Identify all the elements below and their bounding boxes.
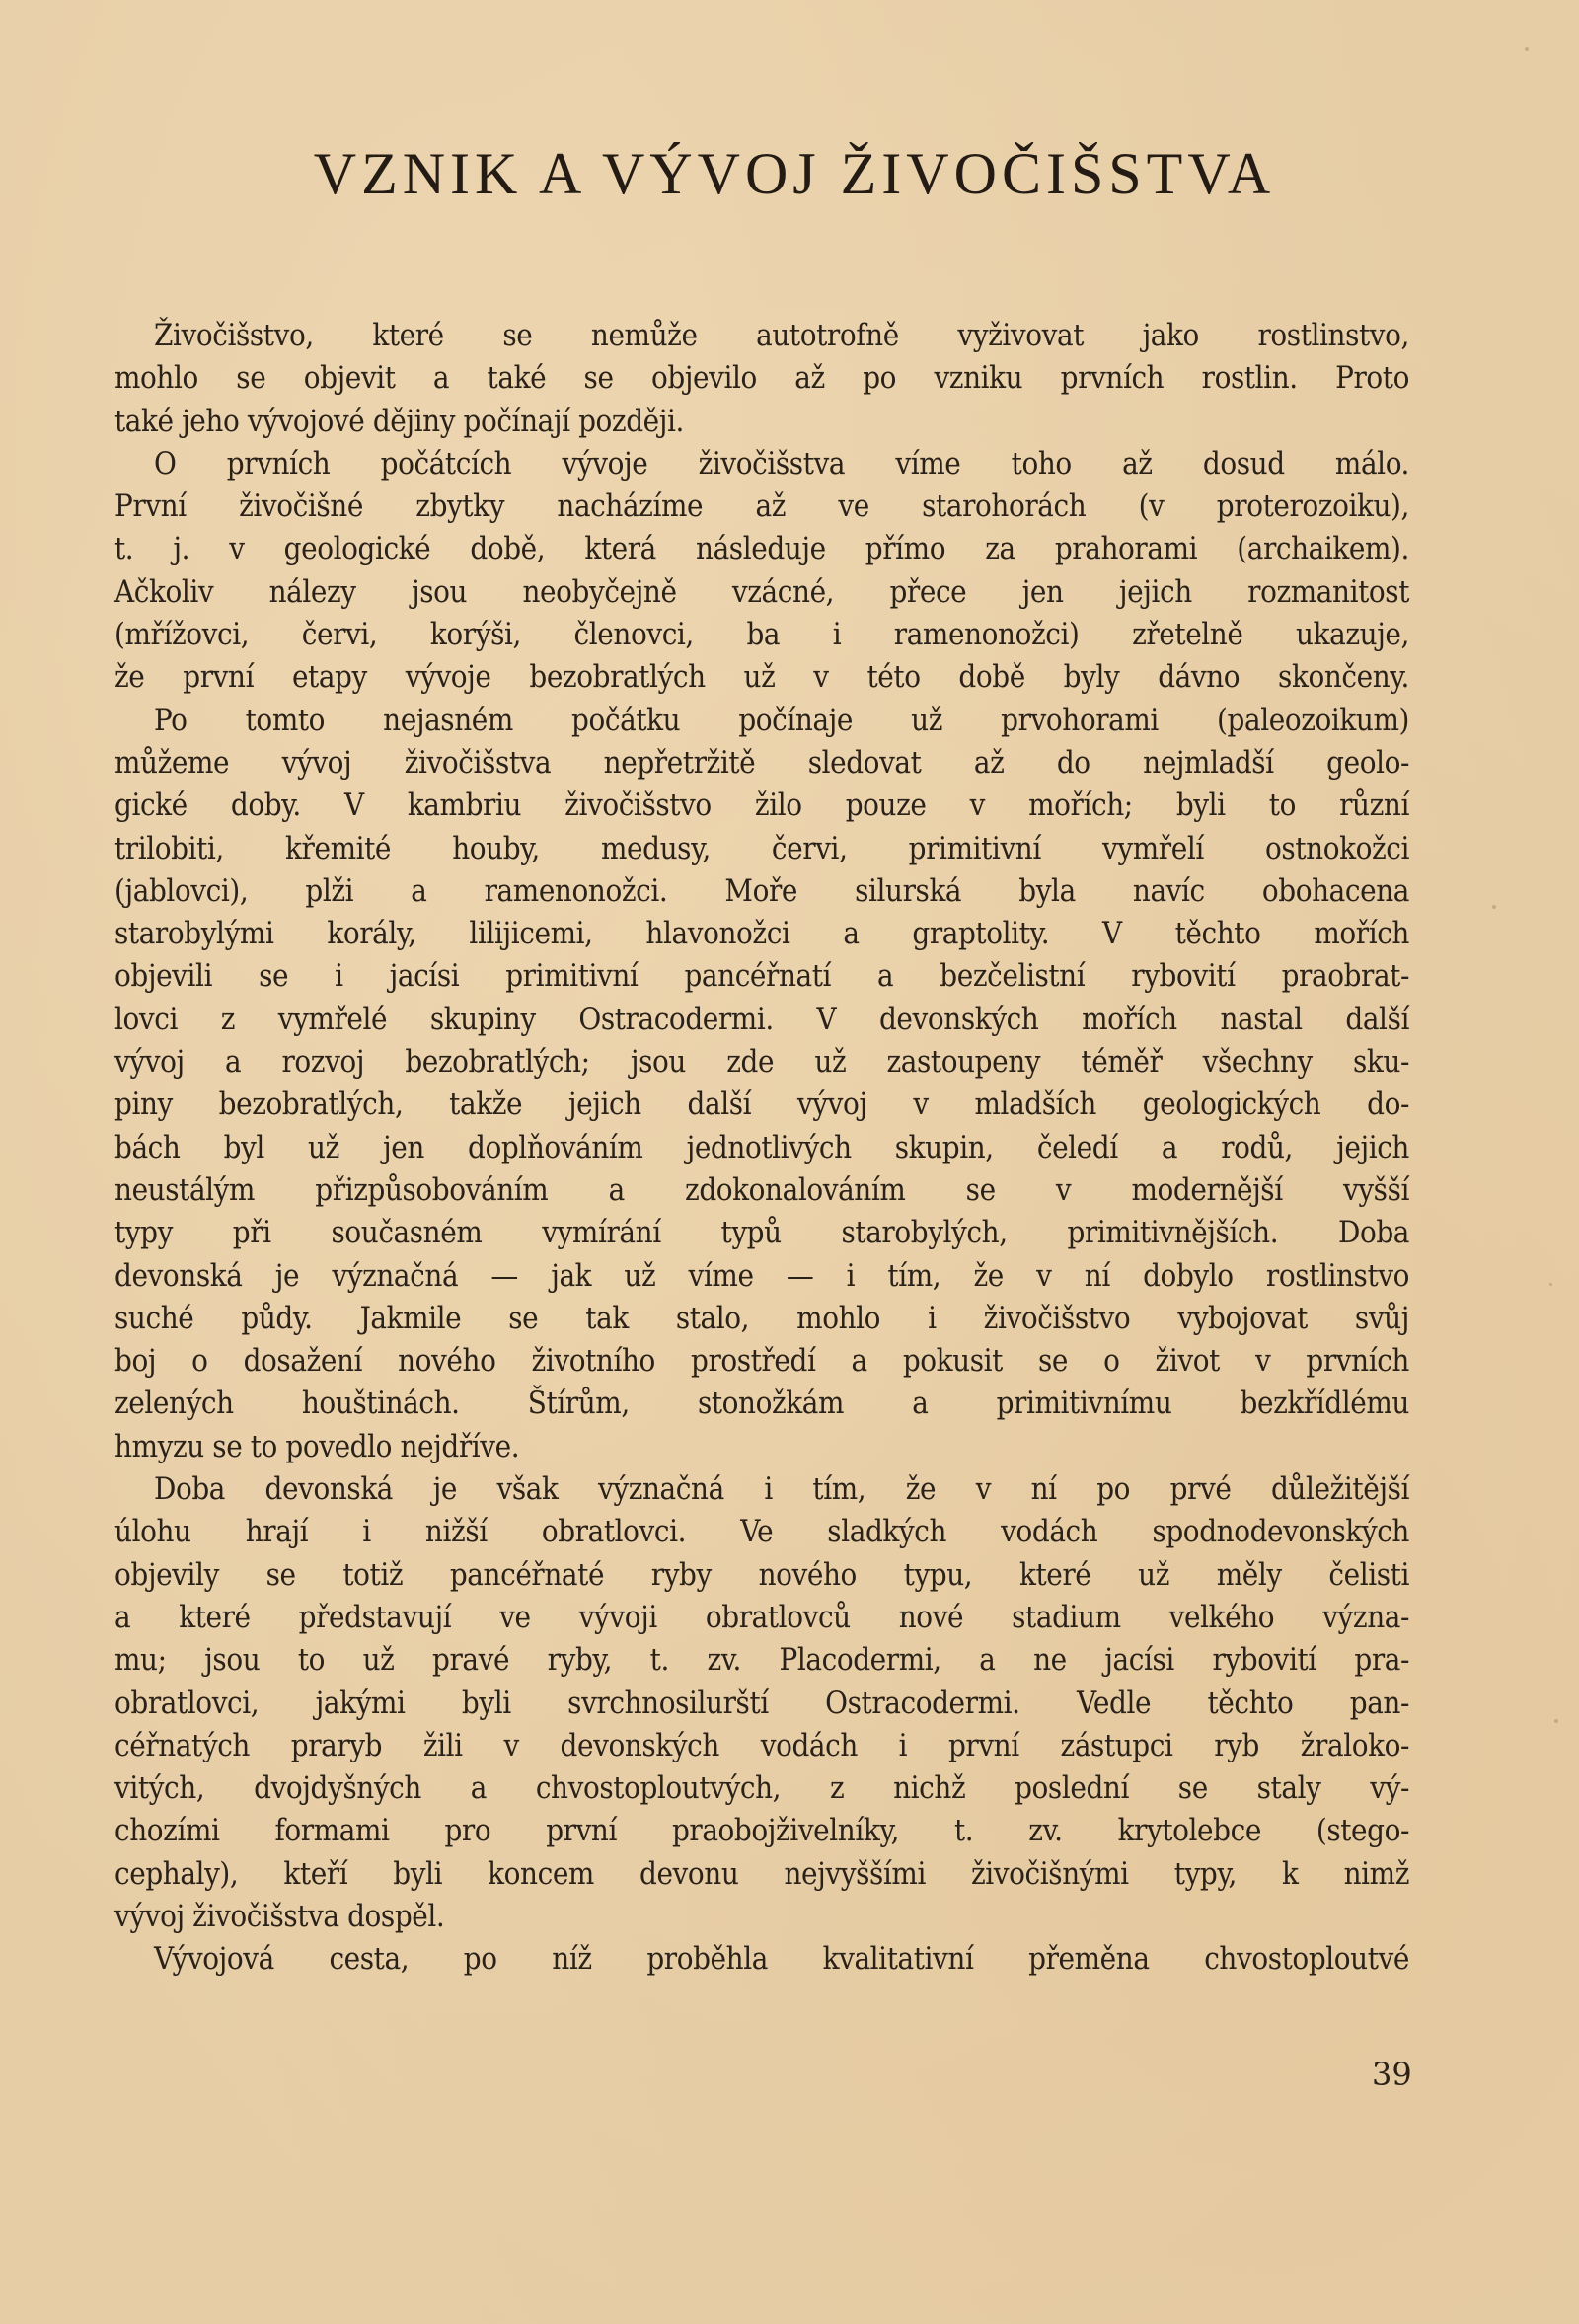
text-line: Doba devonská je však význačná i tím, že v ní po prvé důležitější	[154, 1471, 1409, 1508]
text-line: t. j. v geologické době, která následuje přímo za prahorami (archaikem).	[114, 531, 1409, 567]
text-line: céřnatých praryb žili v devonských vodách i první zástupci ryb žraloko-	[114, 1727, 1409, 1763]
text-line: cephaly), kteří byli koncem devonu nejvyššími živočišnými typy, k nimž	[114, 1855, 1409, 1892]
text-line: objevily se totiž pancéřnaté ryby nového typu, které už měly čelisti	[114, 1556, 1409, 1593]
text-line: vývoj živočišstva dospěl.	[114, 1898, 445, 1934]
paper-speck	[1525, 47, 1529, 51]
text-line: obratlovci, jakými byli svrchnosilurští Ostracodermi. Vedle těchto pan-	[114, 1685, 1409, 1721]
text-line: (jablovci), plži a ramenonožci. Moře silurská byla navíc obohacena	[114, 872, 1409, 909]
text-line: Ačkoliv nálezy jsou neobyčejně vzácné, přece jen jejich rozmanitost	[114, 573, 1409, 610]
text-line: Živočišstvo, které se nemůže autotrofně vyživovat jako rostlinstvo,	[154, 318, 1409, 353]
text-line: První živočišné zbytky nacházíme až ve starohorách (v proterozoiku),	[114, 488, 1409, 525]
text-line: Po tomto nejasném počátku počínaje už prvohorami (paleozoikum)	[154, 702, 1409, 738]
text-line: devonská je význačná — jak už víme — i tím, že v ní dobylo rostlinstvo	[114, 1257, 1409, 1294]
paper-speck	[1554, 1719, 1558, 1723]
text-line: a které představují ve vývoji obratlovců nové stadium velkého význa-	[114, 1599, 1409, 1635]
text-line: bách byl už jen doplňováním jednotlivých skupin, čeledí a rodů, jejich	[114, 1129, 1409, 1165]
text-line: úlohu hrají i nižší obratlovci. Ve sladkých vodách spodnodevonských	[114, 1514, 1409, 1550]
text-line: trilobiti, křemité houby, medusy, červi, primitivní vymřelí ostnokožci	[114, 830, 1409, 866]
text-line: vývoj a rozvoj bezobratlých; jsou zde už zastoupeny téměř všechny sku-	[114, 1044, 1409, 1081]
text-line: starobylými korály, lilijicemi, hlavonožci a graptolity. V těchto mořích	[114, 916, 1409, 952]
text-line: Vývojová cesta, po níž proběhla kvalitativní přeměna chvostoploutvé	[154, 1941, 1409, 1978]
text-line: chozími formami pro první praobojživelníky, t. zv. krytolebce (stego-	[114, 1813, 1409, 1849]
page-title: VZNIK A VÝVOJ ŽIVOČIŠSTVA	[313, 141, 1276, 206]
paper-speck	[1492, 905, 1496, 909]
text-line: mohlo se objevit a také se objevilo až po vzniku prvních rostlin. Proto	[114, 360, 1409, 397]
text-line: piny bezobratlých, takže jejich další vývoj v mladších geologických do-	[114, 1087, 1409, 1123]
text-line: objevili se i jacísi primitivní pancéřnatí a bezčelistní rybovití praobrat-	[114, 958, 1409, 995]
text-line: boj o dosažení nového životního prostředí a pokusit se o život v prvních	[114, 1343, 1409, 1380]
text-line: také jeho vývojové dějiny počínají později.	[114, 403, 684, 439]
text-line: suché půdy. Jakmile se tak stalo, mohlo i živočišstvo vybojovat svůj	[114, 1300, 1409, 1336]
text-line: zelených houštinách. Štírům, stonožkám a primitivnímu bezkřídlému	[114, 1386, 1409, 1422]
text-line: hmyzu se to povedlo nejdříve.	[114, 1428, 520, 1464]
text-line: lovci z vymřelé skupiny Ostracodermi. V devonských mořích nastal další	[114, 1001, 1409, 1037]
body-text	[114, 315, 1409, 1982]
text-line: neustálým přizpůsobováním a zdokonalováním se v modernější vyšší	[114, 1171, 1409, 1208]
paper-speck	[1549, 1283, 1552, 1286]
text-line: (mřížovci, červi, korýši, členovci, ba i ramenonožci) zřetelně ukazuje,	[114, 617, 1409, 653]
text-line: můžeme vývoj živočišstva nepřetržitě sledovat až do nejmladší geolo-	[114, 744, 1409, 781]
text-line: že první etapy vývoje bezobratlých už v této době byly dávno skončeny.	[114, 659, 1409, 696]
text-line: typy při současném vymírání typů starobylých, primitivnějších. Doba	[114, 1215, 1409, 1251]
text-line: gické doby. V kambriu živočišstvo žilo pouze v mořích; byli to různí	[114, 787, 1409, 824]
text-line: vitých, dvojdyšných a chvostoploutvých, z nichž poslední se staly vý-	[114, 1770, 1409, 1807]
text-line: O prvních počátcích vývoje živočišstva víme toho až dosud málo.	[154, 445, 1409, 482]
text-line: mu; jsou to už pravé ryby, t. zv. Placodermi, a ne jacísi rybovití pra-	[114, 1642, 1409, 1679]
page-number: 39	[1372, 2056, 1412, 2093]
